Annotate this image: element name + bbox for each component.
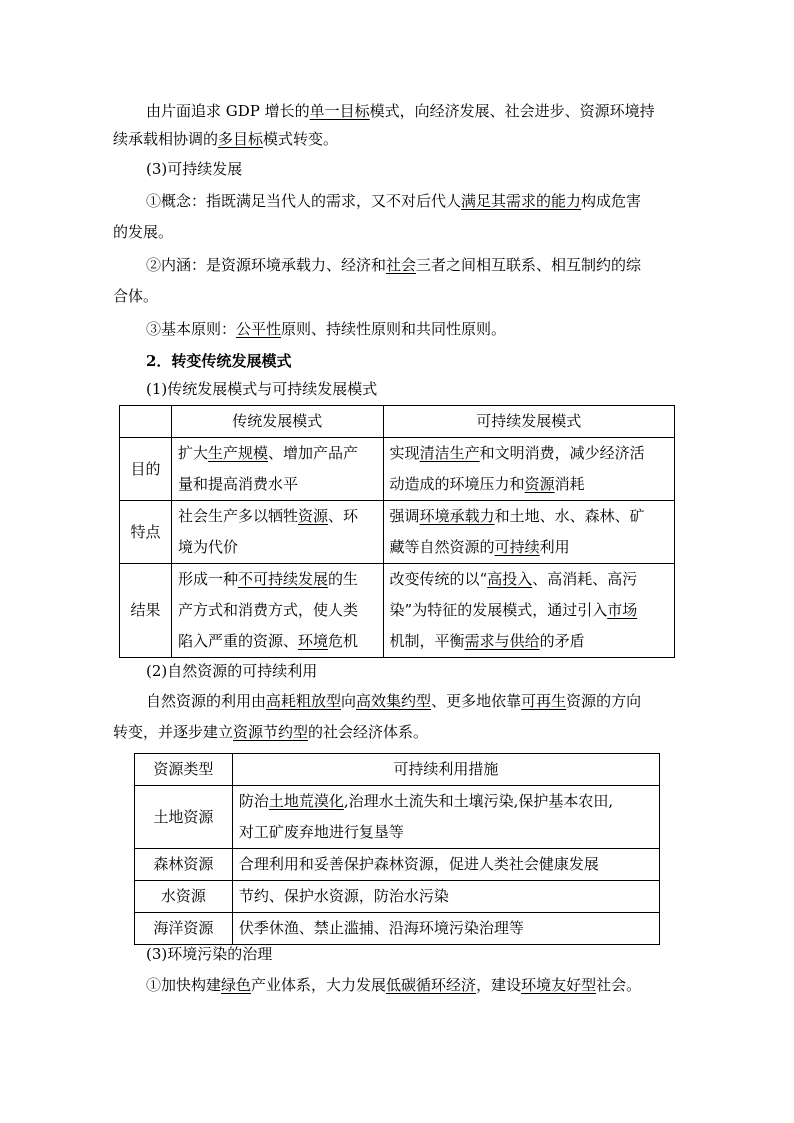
table1-col-traditional: 传统发展模式 [171, 406, 383, 438]
section2-heading: 2．转变传统发展模式 [146, 352, 292, 370]
sustainable-cell: 强调环境承载力和土地、水、森林、矿 藏等自然资源的可持续利用 [383, 501, 674, 564]
table-row [120, 564, 675, 658]
traditional-cell: 扩大生产规模、增加产品产 量和提高消费水平 [171, 438, 383, 501]
row-label: 结果 [120, 564, 172, 658]
table2-col-measures: 可持续利用措施 [232, 754, 659, 786]
section3-heading: (3)环境污染的治理 [146, 945, 273, 963]
resources-line-1: 自然资源的利用由高耗粗放型向高效集约型、更多地依靠可再生资源的方向 [146, 692, 642, 710]
traditional-cell: 社会生产多以牺牲资源、环 境为代价 [171, 501, 383, 564]
table-row [135, 881, 660, 913]
table-resource-measures [134, 753, 660, 945]
table1-header-row [120, 406, 675, 438]
table1-corner [120, 406, 172, 438]
row-label: 目的 [120, 438, 172, 501]
resource-type: 森林资源 [135, 849, 233, 881]
resource-type: 土地资源 [135, 786, 233, 849]
table2-header-row [135, 754, 660, 786]
resource-type: 水资源 [135, 881, 233, 913]
table-row [120, 501, 675, 564]
table-row [135, 849, 660, 881]
table-row [135, 913, 660, 945]
intro-line-2: 续承载相协调的多目标模式转变。 [113, 130, 339, 148]
table-row [120, 438, 675, 501]
measure-cell: 防治土地荒漠化,治理水土流失和土壤污染,保护基本农田, 对工矿废弃地进行复垦等 [232, 786, 659, 849]
table-row [135, 786, 660, 849]
meaning-line-2: 合体。 [113, 287, 159, 305]
traditional-cell: 形成一种不可持续发展的生 产方式和消费方式，使人类 陷入严重的资源、环境危机 [171, 564, 383, 658]
concept-line-1: ①概念：指既满足当代人的需求，又不对后代人满足其需求的能力构成危害 [146, 192, 642, 210]
measure-cell: 伏季休渔、禁止滥捕、沿海环境污染治理等 [232, 913, 659, 945]
meaning-line-1: ②内涵：是资源环境承载力、经济和社会三者之间相互联系、相互制约的综 [146, 256, 642, 274]
concept-line-2: 的发展。 [113, 223, 174, 241]
row-label: 特点 [120, 501, 172, 564]
principle-line: ③基本原则：公平性原则、持续性原则和共同性原则。 [146, 320, 507, 338]
sustain-heading: (3)可持续发展 [146, 160, 243, 178]
table2-col-type: 资源类型 [135, 754, 233, 786]
intro-line-1: 由片面追求 GDP 增长的单一目标模式，向经济发展、社会进步、资源环境持 [146, 102, 655, 120]
sustainable-cell: 改变传统的以“高投入、高消耗、高污 染”为特征的发展模式，通过引入市场 机制，平衡需求与供给的矛盾 [383, 564, 674, 658]
table1-col-sustainable: 可持续发展模式 [383, 406, 674, 438]
resource-type: 海洋资源 [135, 913, 233, 945]
sustainable-cell: 实现清洁生产和文明消费，减少经济活 动造成的环境压力和资源消耗 [383, 438, 674, 501]
section2-sub2: (2)自然资源的可持续利用 [146, 662, 318, 680]
section2-sub1: (1)传统发展模式与可持续发展模式 [146, 380, 378, 398]
measure-cell: 节约、保护水资源，防治水污染 [232, 881, 659, 913]
pollution-line-1: ①加快构建绿色产业体系，大力发展低碳循环经济，建设环境友好型社会。 [146, 976, 642, 994]
table-development-modes [119, 405, 675, 658]
measure-cell: 合理利用和妥善保护森林资源，促进人类社会健康发展 [232, 849, 659, 881]
resources-line-2: 转变，并逐步建立资源节约型的社会经济体系。 [113, 723, 429, 741]
